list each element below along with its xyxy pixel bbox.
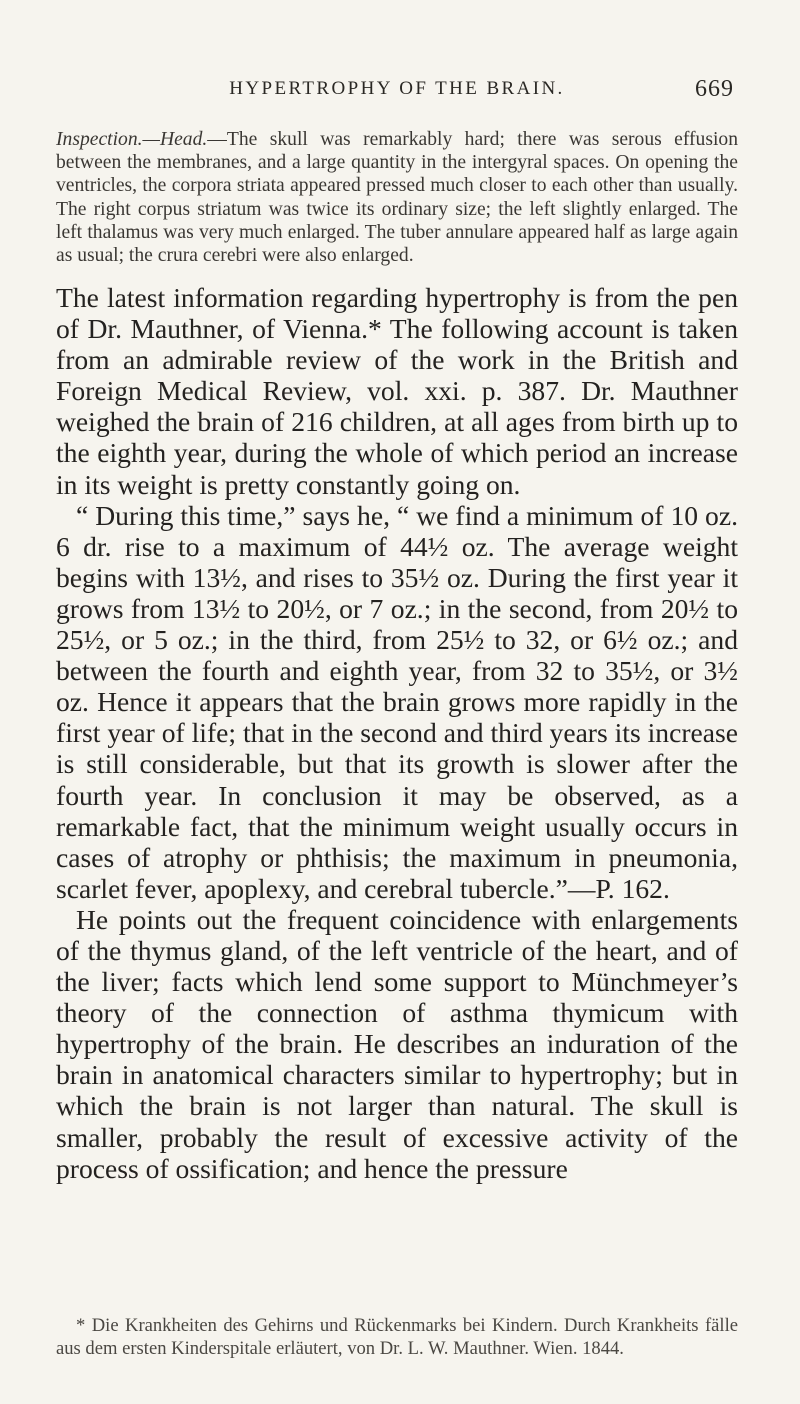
- body-paragraph: He points out the frequent coincidence with enlargements of the thymus gland, of the left ventricle of the heart, and of the liver; facts which lend some support to Münchmeyer’s theory of the connection of asthma thymicum with hypertrophy of the brain. He describes an induration of the brain in anatomical characters similar to hypertrophy; but in which the brain is not larger than natural. The skull is smaller, probably the result of excessive activity of the process of ossification; and hence the pressure: [56, 903, 738, 1184]
- footnote: * Die Krankheiten des Gehirns und Rückenmarks bei Kindern. Durch Krankheits fälle aus dem ersten Kinderspitale erläutert, von Dr. L. W. Mauthner. Wien. 1844.: [56, 1315, 738, 1359]
- book-page: [56, 0, 738, 1404]
- page-number: 669: [695, 76, 734, 102]
- case-report-lead: Inspection.—Head.: [56, 129, 208, 150]
- case-report-paragraph: [56, 128, 738, 267]
- running-head: [56, 78, 738, 108]
- body-text: [56, 282, 738, 1184]
- case-report-text: —The skull was remarkably hard; there was serous effusion between the membranes, and a large quantity in the intergyral spaces. On opening the ventricles, the corpora striata appeared pressed much closer to each other than usually. The right corpus striatum was twice its ordinary size; the left slightly enlarged. The left thalamus was very much enlarged. The tuber annulare appeared half as large again as usual; the crura cerebri were also enlarged.: [56, 129, 738, 267]
- body-paragraph: The latest information regarding hypertrophy is from the pen of Dr. Mauthner, of Vienna.* The following account is taken from an admirable review of the work in the British and Foreign Medical Review, vol. xxi. p. 387. Dr. Mauthner weighed the brain of 216 children, at all ages from birth up to the eighth year, during the whole of which period an increase in its weight is pretty constantly going on.: [56, 282, 738, 500]
- body-paragraph: “ During this time,” says he, “ we find a minimum of 10 oz. 6 dr. rise to a maximum of 44½ oz. The average weight begins with 13½, and rises to 35½ oz. During the first year it grows from 13½ to 20½, or 7 oz.; in the second, from 20½ to 25½, or 5 oz.; in the third, from 25½ to 32, or 6½ oz.; and between the fourth and eighth year, from 32 to 35½, or 3½ oz. Hence it appears that the brain grows more rapidly in the first year of life; that in the second and third years its increase is still considerable, but that its growth is slower after the fourth year. In conclusion it may be observed, as a remarkable fact, that the minimum weight usually occurs in cases of atrophy or phthisis; the maximum in pneumonia, scarlet fever, apoplexy, and cerebral tubercle.”—P. 162.: [56, 499, 738, 904]
- running-title: HYPERTROPHY OF THE BRAIN.: [229, 78, 565, 99]
